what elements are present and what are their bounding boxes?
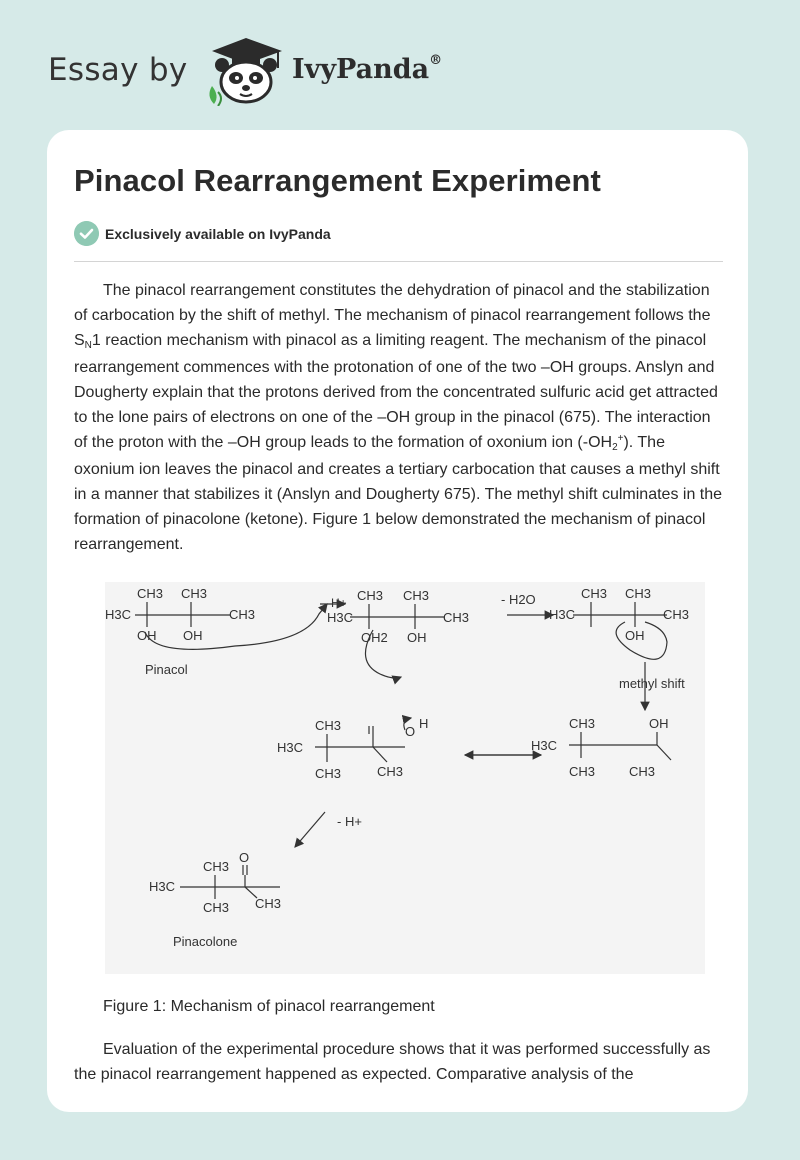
svg-text:CH3: CH3 — [315, 766, 342, 781]
check-icon — [74, 221, 99, 246]
svg-text:CH3: CH3 — [181, 586, 208, 601]
svg-text:- H2O: - H2O — [501, 592, 536, 607]
svg-text:CH3: CH3 — [203, 859, 230, 874]
svg-text:H3C: H3C — [531, 738, 558, 753]
svg-text:OH: OH — [137, 628, 157, 643]
svg-text:OH2: OH2 — [361, 630, 388, 645]
mechanism-diagram — [105, 582, 705, 974]
article-card — [47, 130, 748, 1112]
svg-text:Pinacolone: Pinacolone — [173, 934, 238, 949]
svg-text:OH: OH — [183, 628, 203, 643]
svg-text:CH3: CH3 — [137, 586, 164, 601]
svg-text:CH3: CH3 — [203, 900, 230, 915]
svg-text:CH3: CH3 — [625, 586, 652, 601]
svg-text:- H+: - H+ — [337, 814, 362, 829]
svg-text:H3C: H3C — [149, 879, 176, 894]
svg-text:CH3: CH3 — [403, 588, 430, 603]
svg-text:O: O — [405, 724, 416, 739]
page-title: Pinacol Rearrangement Experiment — [74, 163, 601, 198]
paragraph-2: Evaluation of the experimental procedure shows that it was performed successfully as the pinacol rearrangement happened as expected. Comparative analysis of the — [74, 1041, 711, 1083]
svg-text:H+: H+ — [331, 596, 347, 610]
svg-text:OH: OH — [407, 630, 427, 645]
ivypanda-logo-icon — [202, 34, 288, 106]
paragraph-1: The pinacol rearrangement constitutes the dehydration of pinacol and the stabilization of carbocation by the shift of methyl. The mechanism of pinacol rearrangement follows the SN1 reaction mechanism with pinacol as a limiting reagent. The mechanism of the pinacol rearrangement commences with the protonation of one of the two –OH groups. Anslyn and Dougherty explain that the protons derived from the concentrated sulfuric acid get attracted to the lone pairs of electrons on one of the –OH group in the pinacol (675). The interaction of the proton with the –OH group leads to the formation of oxonium ion (-OH2+). The oxonium ion leaves the pinacol and creates a tertiary carbocation that causes a methyl shift in a manner that stabilizes it (Anslyn and Dougherty 675). The methyl shift culminates in the formation of pinacolone (ketone). Figure 1 below demonstrated the mechanism of pinacol rearrangement. — [74, 282, 723, 553]
brand-header — [48, 34, 508, 106]
mechanism-figure — [105, 582, 705, 974]
svg-text:H3C: H3C — [105, 607, 132, 622]
svg-text:CH3: CH3 — [255, 896, 282, 911]
svg-text:CH3: CH3 — [443, 610, 470, 625]
svg-text:H: H — [419, 716, 429, 731]
svg-text:CH3: CH3 — [357, 588, 384, 603]
svg-text:methyl shift: methyl shift — [619, 676, 685, 691]
svg-text:OH: OH — [625, 628, 645, 643]
svg-text:CH3: CH3 — [377, 764, 404, 779]
exclusive-badge-label: Exclusively available on IvyPanda — [105, 226, 331, 242]
svg-text:CH3: CH3 — [569, 716, 596, 731]
brand-prefix: Essay by — [48, 52, 188, 88]
figure-caption: Figure 1: Mechanism of pinacol rearrangement — [103, 998, 435, 1015]
svg-text:H3C: H3C — [327, 610, 354, 625]
divider — [74, 261, 723, 262]
svg-text:CH3: CH3 — [663, 607, 690, 622]
svg-text:H3C: H3C — [277, 740, 304, 755]
svg-text:CH3: CH3 — [229, 607, 256, 622]
svg-text:O: O — [239, 850, 250, 865]
svg-text:CH3: CH3 — [581, 586, 608, 601]
svg-text:CH3: CH3 — [629, 764, 656, 779]
svg-text:Pinacol: Pinacol — [145, 662, 188, 677]
exclusive-badge — [74, 221, 474, 247]
brand-name: IvyPanda® — [292, 53, 443, 85]
svg-text:CH3: CH3 — [569, 764, 596, 779]
svg-text:OH: OH — [649, 716, 669, 731]
svg-text:CH3: CH3 — [315, 718, 342, 733]
svg-text:H3C: H3C — [549, 607, 576, 622]
